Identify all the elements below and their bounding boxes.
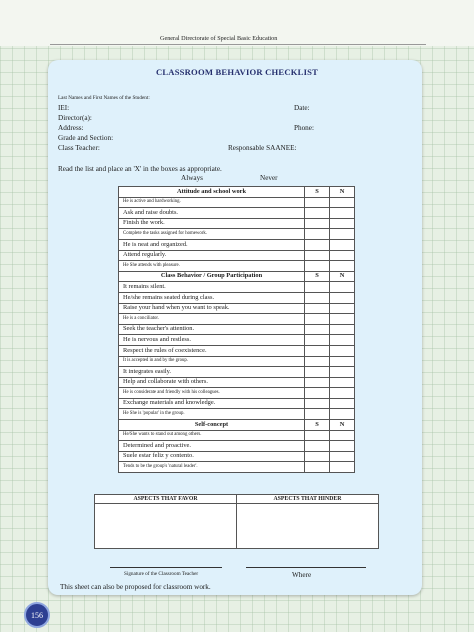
checklist-item-label: He is active and hardworking. — [119, 197, 305, 208]
checkbox-s[interactable] — [305, 261, 330, 272]
checkbox-n[interactable] — [330, 451, 355, 462]
date-label: Date: — [294, 104, 310, 112]
checkbox-n[interactable] — [330, 441, 355, 452]
checkbox-s[interactable] — [305, 303, 330, 314]
checklist-item-label: Help and collaborate with others. — [119, 377, 305, 388]
checkbox-n[interactable] — [330, 367, 355, 378]
checkbox-s[interactable] — [305, 229, 330, 240]
header-rule — [50, 44, 426, 45]
checklist-row — [119, 388, 355, 399]
checklist-row — [119, 218, 355, 229]
checklist-item-label: Tends to be the group's 'natural leader'. — [119, 462, 305, 473]
header-text: General Directorate of Special Basic Education — [160, 35, 278, 42]
checklist-item-label: He She is 'popular' in the group. — [119, 409, 305, 420]
checkbox-s[interactable] — [305, 282, 330, 293]
checklist-row — [119, 303, 355, 314]
checkbox-n[interactable] — [330, 208, 355, 219]
phone-label: Phone: — [294, 124, 314, 132]
checklist-row — [119, 282, 355, 293]
checklist-row — [119, 261, 355, 272]
aspects-hinder-cell[interactable] — [237, 504, 379, 549]
checklist-row — [119, 356, 355, 367]
student-label: Last Names and First Names of the Student: — [58, 95, 150, 101]
checklist-row — [119, 335, 355, 346]
section-title: Self-concept — [119, 420, 305, 431]
checklist-row — [119, 229, 355, 240]
grade-label: Grade and Section: — [58, 134, 114, 142]
checklist-item-label: He/she remains seated during class. — [119, 292, 305, 303]
iei-label: IEI: — [58, 104, 70, 112]
checkbox-n[interactable] — [330, 356, 355, 367]
checklist-row — [119, 239, 355, 250]
checkbox-s[interactable] — [305, 239, 330, 250]
checkbox-s[interactable] — [305, 335, 330, 346]
checklist-item-label: He/She wants to stand out among others. — [119, 430, 305, 441]
always-label: Always — [181, 174, 203, 182]
instruction-text: Read the list and place an 'X' in the boxes as appropriate. — [58, 165, 222, 173]
checklist-row — [119, 430, 355, 441]
checklist-item-label: Attend regularly. — [119, 250, 305, 261]
page-title: CLASSROOM BEHAVIOR CHECKLIST — [155, 67, 319, 77]
address-label: Address: — [58, 124, 84, 132]
column-n-header: N — [330, 187, 355, 198]
column-s-header: S — [305, 187, 330, 198]
checkbox-s[interactable] — [305, 314, 330, 325]
checklist-row — [119, 462, 355, 473]
checkbox-n[interactable] — [330, 282, 355, 293]
checkbox-n[interactable] — [330, 197, 355, 208]
checkbox-n[interactable] — [330, 345, 355, 356]
checklist-item-label: Suele estar feliz y contento. — [119, 451, 305, 462]
page-number: 156 — [31, 611, 43, 620]
checkbox-n[interactable] — [330, 398, 355, 409]
saanee-label: Responsable SAANEE: — [228, 144, 297, 152]
checkbox-s[interactable] — [305, 197, 330, 208]
checklist-item-label: It integrates easily. — [119, 367, 305, 378]
checklist-item-label: Complete the tasks assigned for homework. — [119, 229, 305, 240]
checklist-item-label: He is a conciliator. — [119, 314, 305, 325]
checkbox-n[interactable] — [330, 250, 355, 261]
checklist-row — [119, 451, 355, 462]
checklist-row — [119, 345, 355, 356]
checkbox-s[interactable] — [305, 367, 330, 378]
checkbox-s[interactable] — [305, 324, 330, 335]
checklist-item-label: Finish the work. — [119, 218, 305, 229]
checklist-row — [119, 367, 355, 378]
teacher-label: Class Teacher: — [58, 144, 100, 152]
aspects-table — [94, 494, 379, 549]
checkbox-n[interactable] — [330, 218, 355, 229]
checkbox-n[interactable] — [330, 409, 355, 420]
column-s-header: S — [305, 420, 330, 431]
checkbox-s[interactable] — [305, 356, 330, 367]
page-number-badge — [24, 602, 50, 628]
checkbox-s[interactable] — [305, 218, 330, 229]
signature-label: Signature of the Classroom Teacher — [124, 571, 199, 577]
checklist-item-label: Exchange materials and knowledge. — [119, 398, 305, 409]
checklist-row — [119, 292, 355, 303]
checkbox-n[interactable] — [330, 229, 355, 240]
column-n-header: N — [330, 271, 355, 282]
checkbox-n[interactable] — [330, 303, 355, 314]
checkbox-n[interactable] — [330, 462, 355, 473]
checklist-row — [119, 409, 355, 420]
behavior-checklist-table — [118, 186, 355, 473]
checkbox-s[interactable] — [305, 430, 330, 441]
checkbox-s[interactable] — [305, 208, 330, 219]
checklist-item-label: He is neat and organized. — [119, 239, 305, 250]
checklist-item-label: Seek the teacher's attention. — [119, 324, 305, 335]
checkbox-n[interactable] — [330, 292, 355, 303]
checkbox-s[interactable] — [305, 377, 330, 388]
checkbox-s[interactable] — [305, 409, 330, 420]
checkbox-s[interactable] — [305, 250, 330, 261]
checklist-item-label: He is nervous and restless. — [119, 335, 305, 346]
checklist-item-label: Respect the rules of coexistence. — [119, 345, 305, 356]
checkbox-n[interactable] — [330, 261, 355, 272]
checkbox-n[interactable] — [330, 388, 355, 399]
checkbox-s[interactable] — [305, 345, 330, 356]
aspects-favor-header: ASPECTS THAT FAVOR — [95, 495, 237, 504]
checkbox-s[interactable] — [305, 388, 330, 399]
checklist-item-label: He She attends with pleasure. — [119, 261, 305, 272]
checkbox-s[interactable] — [305, 462, 330, 473]
checklist-row — [119, 377, 355, 388]
section-title: Attitude and school work — [119, 187, 305, 198]
checklist-item-label: Ask and raise doubts. — [119, 208, 305, 219]
checkbox-n[interactable] — [330, 314, 355, 325]
checkbox-s[interactable] — [305, 398, 330, 409]
section-title: Class Behavior / Group Participation — [119, 271, 305, 282]
checkbox-n[interactable] — [330, 335, 355, 346]
checklist-item-label: It is accepted in and by the group. — [119, 356, 305, 367]
checkbox-s[interactable] — [305, 292, 330, 303]
checkbox-s[interactable] — [305, 451, 330, 462]
footer-note: This sheet can also be proposed for classroom work. — [60, 583, 211, 591]
where-line — [246, 567, 366, 568]
checklist-item-label: Determined and proactive. — [119, 441, 305, 452]
section-header-row — [119, 420, 355, 431]
section-header-row — [119, 187, 355, 198]
checklist-item-label: Raise your hand when you want to speak. — [119, 303, 305, 314]
never-label: Never — [260, 174, 278, 182]
checklist-item-label: He is considerate and friendly with his colleagues. — [119, 388, 305, 399]
checkbox-n[interactable] — [330, 324, 355, 335]
checklist-row — [119, 250, 355, 261]
checklist-row — [119, 398, 355, 409]
column-s-header: S — [305, 271, 330, 282]
checkbox-n[interactable] — [330, 430, 355, 441]
signature-line — [110, 567, 222, 568]
aspects-favor-cell[interactable] — [95, 504, 237, 549]
checkbox-s[interactable] — [305, 441, 330, 452]
checklist-row — [119, 324, 355, 335]
director-label: Director(a): — [58, 114, 92, 122]
checkbox-n[interactable] — [330, 239, 355, 250]
checklist-item-label: It remains silent. — [119, 282, 305, 293]
checklist-row — [119, 441, 355, 452]
checkbox-n[interactable] — [330, 377, 355, 388]
where-label: Where — [292, 571, 312, 579]
column-n-header: N — [330, 420, 355, 431]
section-header-row — [119, 271, 355, 282]
checklist-row — [119, 314, 355, 325]
aspects-hinder-header: ASPECTS THAT HINDER — [237, 495, 379, 504]
checklist-row — [119, 208, 355, 219]
checklist-row — [119, 197, 355, 208]
